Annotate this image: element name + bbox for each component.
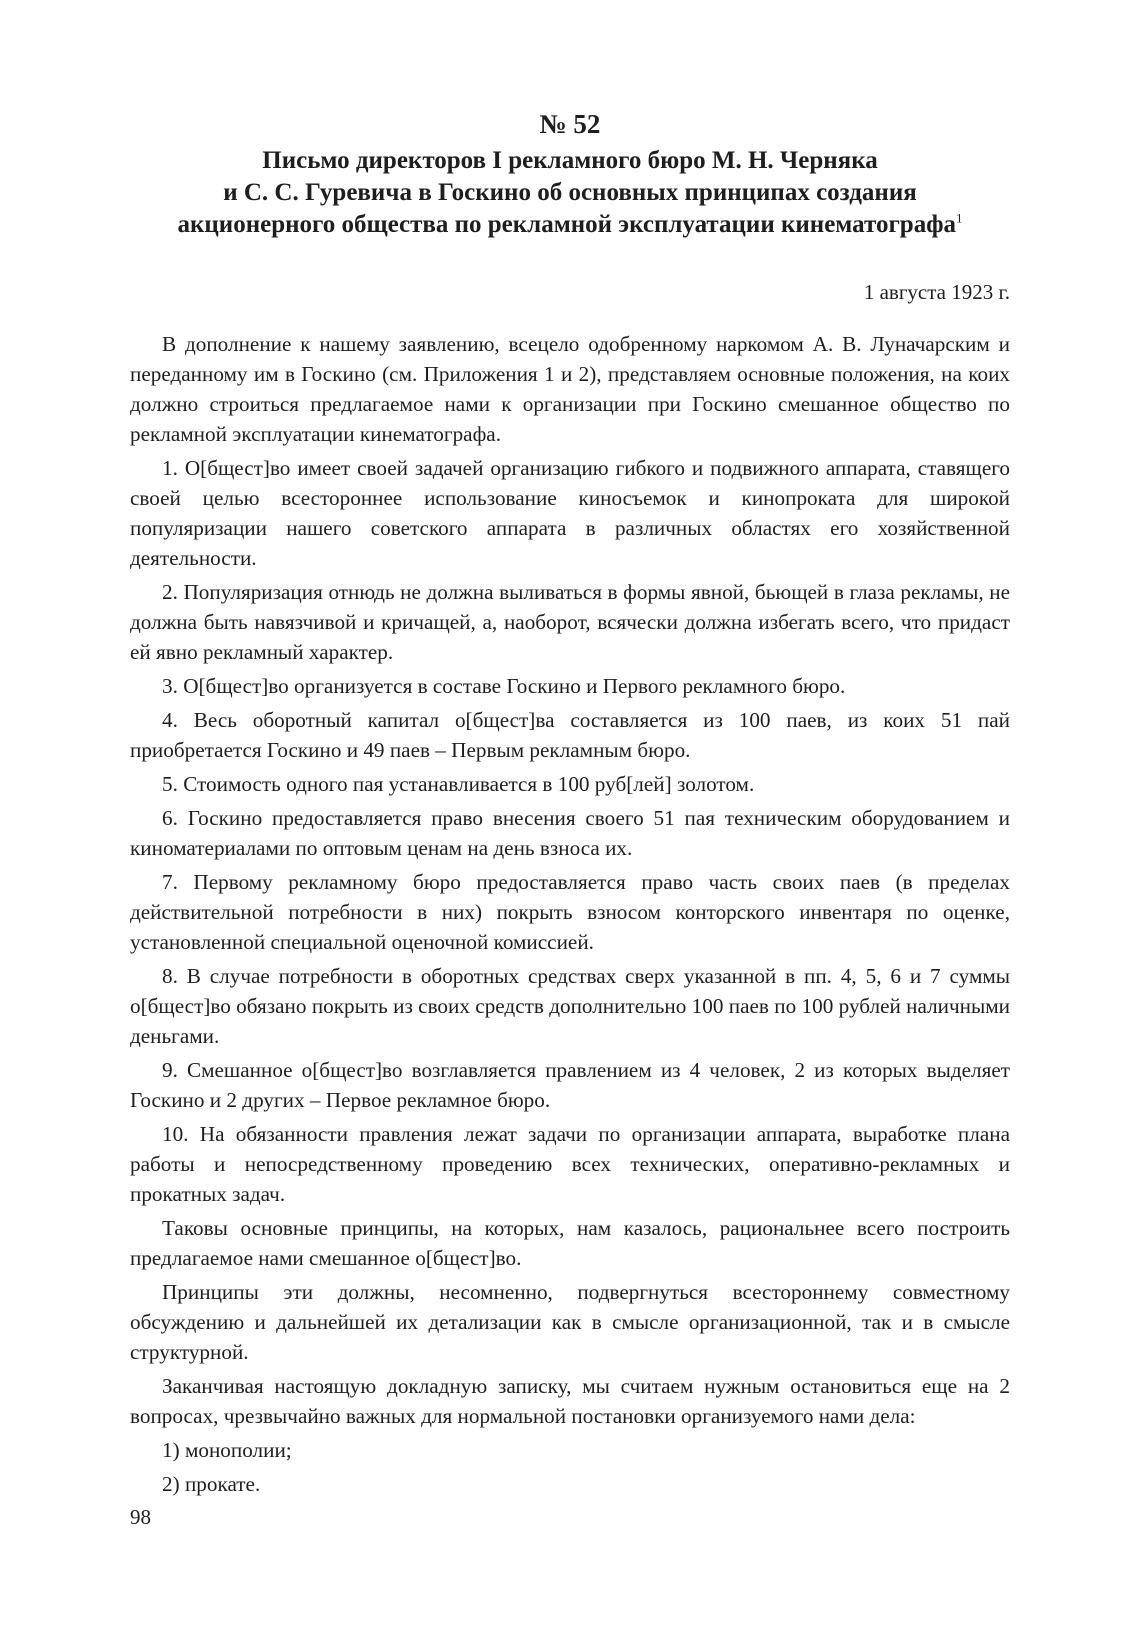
paragraph-item-10: 10. На обязанности правления лежат задачи по организации аппарата, выработке плана работы и непосредственному проведению всех технических, оперативно-рекламных и прокатных задач. xyxy=(130,1122,1010,1206)
page-number: 98 xyxy=(130,1505,151,1529)
document-date: 1 августа 1923 г. xyxy=(863,280,1010,304)
title-line-3 xyxy=(130,209,1010,241)
paragraph-item-4: 4. Весь оборотный капитал о[бщест]ва составляется из 100 паев, из коих 51 пай приобретается Госкино и 49 паев – Первым рекламным бюро. xyxy=(130,708,1010,762)
footnote-mark: 1 xyxy=(956,210,963,226)
paragraph-item-7: 7. Первому рекламному бюро предоставляется право часть своих паев (в пределах действительной потребности в них) покрыть взносом конторского инвентаря по оценке, установленной специальной оценочной комиссией. xyxy=(130,870,1010,954)
paragraph-item-9: 9. Смешанное о[бщест]во возглавляется правлением из 4 человек, 2 из которых выделяет Госкино и 2 других – Первое рекламное бюро. xyxy=(130,1058,1010,1112)
paragraph-conclusion: Таковы основные принципы, на которых, нам казалось, рациональнее всего построить предлагаемое нами смешанное о[бщест]во. xyxy=(130,1216,1010,1270)
document-title xyxy=(130,145,1010,241)
document-page xyxy=(130,108,1010,1503)
paragraph-closing: Заканчивая настоящую докладную записку, мы считаем нужным остановиться еще на 2 вопросах, чрезвычайно важных для нормальной постановки организуемого нами дела: xyxy=(130,1374,1010,1428)
paragraph-item-3: 3. О[бщест]во организуется в составе Госкино и Первого рекламного бюро. xyxy=(162,674,846,698)
document-number: № 52 xyxy=(539,109,601,139)
paragraph-item-8: 8. В случае потребности в оборотных средствах сверх указанной в пп. 4, 5, 6 и 7 суммы о[бщест]во обязано покрыть из своих средств дополнительно 100 паев по 100 рублей наличными деньгами. xyxy=(130,964,1010,1048)
paragraph-intro: В дополнение к нашему заявлению, всецело одобренному наркомом А. В. Луначарским и переданному им в Госкино (см. Приложения 1 и 2), представляем основные положения, на коих должно строиться предлагаемое нами к организации при Госкино смешанное общество по рекламной эксплуатации кинематографа. xyxy=(130,332,1010,446)
paragraph-principles: Принципы эти должны, несомненно, подвергнуться всестороннему совместному обсуждению и дальнейшей их детализации как в смысле организационной, так и в смысле структурной. xyxy=(130,1280,1010,1364)
paragraph-item-6: 6. Госкино предоставляется право внесения своего 51 пая техническим оборудованием и киноматериалами по оптовым ценам на день взноса их. xyxy=(130,806,1010,860)
title-line-3-text: акционерного общества по рекламной эксплуатации кинематографа xyxy=(177,211,956,238)
paragraph-item-1: 1. О[бщест]во имеет своей задачей организацию гибкого и подвижного аппарата, ставящего своей целью всестороннее использование киносъемок и кинопроката для широкой популяризации нашего советского аппарата в различных областях его хозяйственной деятельности. xyxy=(130,456,1010,570)
list-item-monopoly: 1) монополии; xyxy=(162,1438,292,1462)
paragraph-item-5: 5. Стоимость одного пая устанавливается в 100 руб[лей] золотом. xyxy=(162,772,755,796)
title-line-1: Письмо директоров I рекламного бюро М. Н. Черняка xyxy=(262,147,878,174)
title-line-2: и С. С. Гуревича в Госкино об основных принципах создания xyxy=(223,179,917,206)
document-body xyxy=(130,329,1010,1499)
list-item-rental: 2) прокате. xyxy=(162,1472,261,1496)
paragraph-item-2: 2. Популяризация отнюдь не должна выливаться в формы явной, бьющей в глаза рекламы, не должна быть навязчивой и кричащей, а, наоборот, всячески должна избегать всего, что придаст ей явно рекламный характер. xyxy=(130,580,1010,664)
